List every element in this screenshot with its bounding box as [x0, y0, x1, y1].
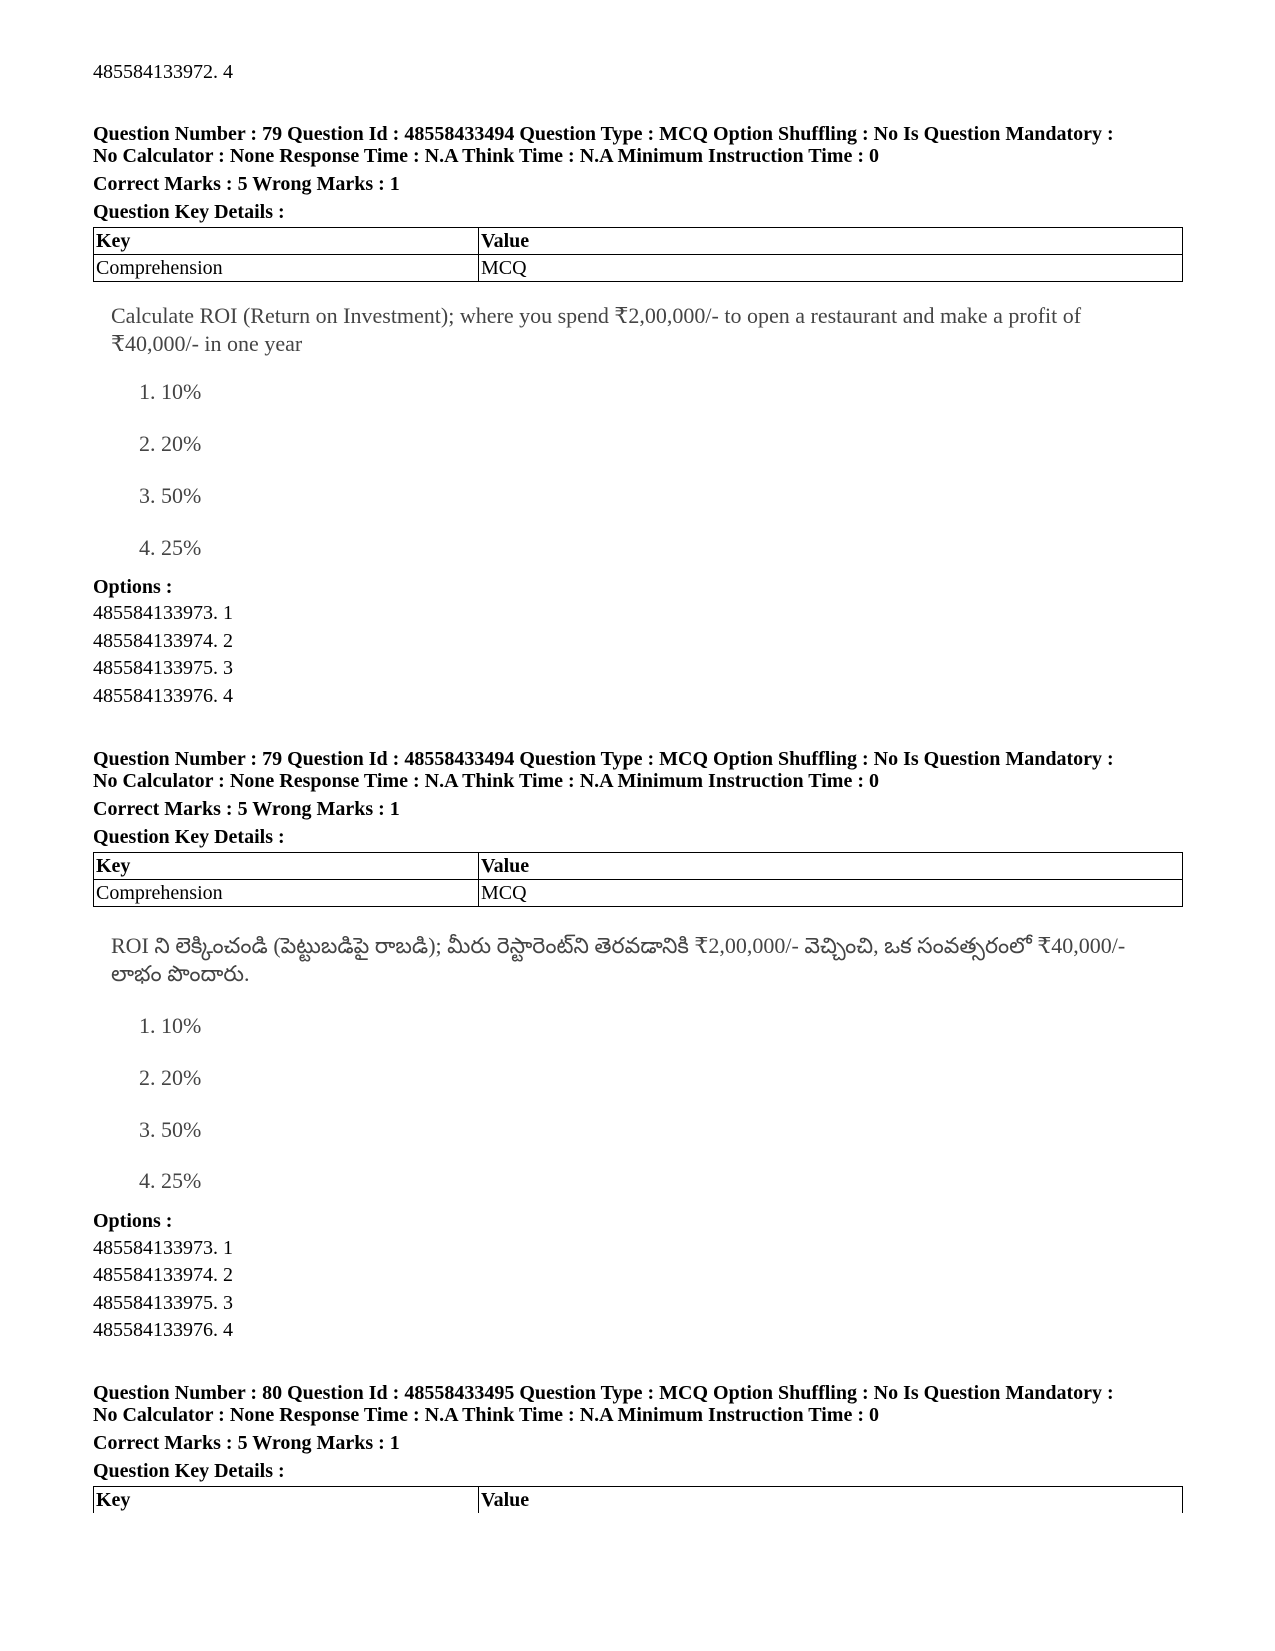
choice-item: 4. 25% — [139, 535, 202, 560]
table-header-row — [94, 228, 1183, 255]
key-details-table — [93, 852, 1183, 907]
choice-item: 3. 50% — [139, 1117, 202, 1142]
option-id-line: 485584133975. 3 — [93, 1292, 233, 1314]
question-header-line1: Question Number : 79 Question Id : 48558433494 Question Type : MCQ Option Shuffling : No Is Question Mandatory : — [93, 123, 1114, 145]
option-id-line: 485584133973. 1 — [93, 602, 233, 624]
marks-line: Correct Marks : 5 Wrong Marks : 1 — [93, 173, 400, 195]
option-id-line: 485584133976. 4 — [93, 685, 233, 707]
choice-item: 2. 20% — [139, 431, 202, 456]
question-header-line1: Question Number : 79 Question Id : 48558433494 Question Type : MCQ Option Shuffling : No Is Question Mandatory : — [93, 748, 1114, 770]
choice-item: 3. 50% — [139, 483, 202, 508]
marks-line: Correct Marks : 5 Wrong Marks : 1 — [93, 1432, 400, 1454]
value-cell: MCQ — [479, 255, 1183, 282]
question-header-line2: No Calculator : None Response Time : N.A Think Time : N.A Minimum Instruction Time : 0 — [93, 770, 879, 792]
choice-item: 1. 10% — [139, 379, 202, 404]
marks-line: Correct Marks : 5 Wrong Marks : 1 — [93, 798, 400, 820]
option-id-line: 485584133975. 3 — [93, 657, 233, 679]
key-details-table — [93, 227, 1183, 282]
value-header: Value — [479, 228, 1183, 255]
value-header: Value — [479, 1487, 1183, 1514]
option-id-line: 485584133974. 2 — [93, 1264, 233, 1286]
option-id-line: 485584133973. 1 — [93, 1237, 233, 1259]
question-header-line2: No Calculator : None Response Time : N.A Think Time : N.A Minimum Instruction Time : 0 — [93, 145, 879, 167]
value-cell: MCQ — [479, 880, 1183, 907]
question-text: ROI ని లెక్కించండి (పెట్టుబడిపై రాబడి); మీరు రెస్టారెంట్‌ని తెరవడానికి ₹2,00,000/- వెచ్చించి, ఒక సంవత్సరంలో ₹40,000/- లాభం పొందారు. — [111, 933, 1126, 986]
option-id-line: 485584133974. 2 — [93, 630, 233, 652]
question-header-line2: No Calculator : None Response Time : N.A Think Time : N.A Minimum Instruction Time : 0 — [93, 1404, 879, 1426]
question-header-line1: Question Number : 80 Question Id : 48558433495 Question Type : MCQ Option Shuffling : No Is Question Mandatory : — [93, 1382, 1114, 1404]
key-header: Key — [94, 1487, 479, 1514]
option-id-line: 485584133972. 4 — [93, 61, 233, 83]
options-label: Options : — [93, 1210, 173, 1232]
key-details-table — [93, 1486, 1183, 1513]
options-label: Options : — [93, 576, 173, 598]
table-header-row — [94, 1487, 1183, 1514]
table-header-row — [94, 853, 1183, 880]
key-cell: Comprehension — [94, 255, 479, 282]
key-details-label: Question Key Details : — [93, 1460, 285, 1482]
choice-item: 4. 25% — [139, 1168, 202, 1193]
table-row — [94, 255, 1183, 282]
table-row — [94, 880, 1183, 907]
question-text: Calculate ROI (Return on Investment); where you spend ₹2,00,000/- to open a restaurant and make a profit of ₹40,000/- in one year — [111, 303, 1082, 356]
key-header: Key — [94, 853, 479, 880]
option-id-line: 485584133976. 4 — [93, 1319, 233, 1341]
value-header: Value — [479, 853, 1183, 880]
choice-item: 2. 20% — [139, 1065, 202, 1090]
key-details-label: Question Key Details : — [93, 826, 285, 848]
key-cell: Comprehension — [94, 880, 479, 907]
key-header: Key — [94, 228, 479, 255]
choice-item: 1. 10% — [139, 1013, 202, 1038]
key-details-label: Question Key Details : — [93, 201, 285, 223]
